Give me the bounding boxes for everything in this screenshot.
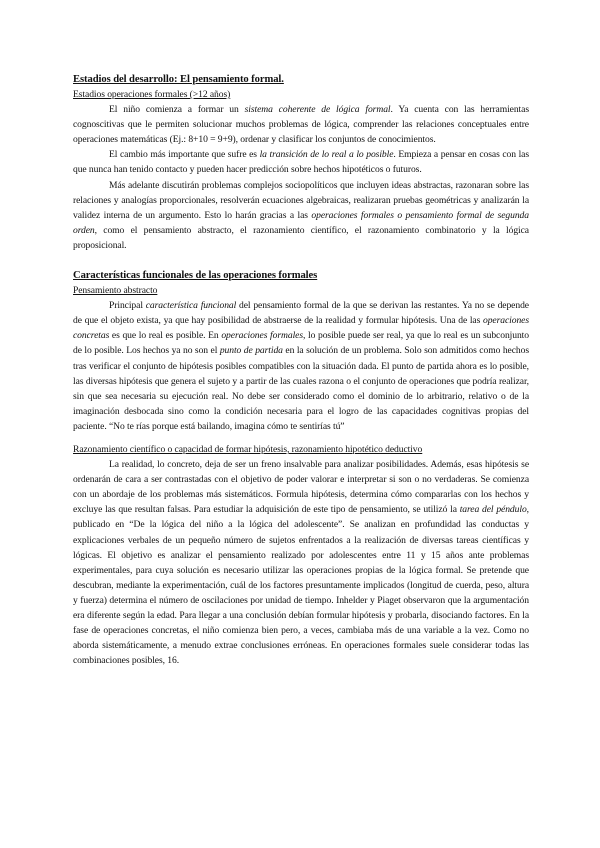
subtitle-formal-operations-stage: Estadios operaciones formales (>12 años) [73, 89, 231, 100]
paragraph-abstract-thought: Principal característica funcional del pensamiento formal de la que se derivan las restantes. Ya no se depende de que el objeto exista, ya que hay posibilidad de abstraerse de la realidad y formular hipótesis. Una de las operaciones concretas es que lo real es posible. En operaciones formales, lo posible puede ser real, ya que lo real es un subconjunto de lo posible. Los hechos ya no son el punto de partida en la solución de un problema. Solo son admitidos como hechos tras verificar el conjunto de hipótesis posibles compatibles con la situación dada. El punto de partida ahora es lo posible, las diversas hipótesis que genera el sujeto y a partir de las cuales razona o el conjunto de operaciones que podría realizar, sin que sea necesaria su ejecución real. No debe ser considerado como el dominio de lo arbitrario, relativo o de la imaginación desbocada sino como la condición necesaria para el logro de las capacidades cognitivas propias del paciente. “No te rías porque está bailando, imagina cómo te sentirías tú” [73, 300, 529, 432]
section-title-formal-thought: Estadios del desarrollo: El pensamiento formal. [73, 74, 284, 85]
section-title-functional-characteristics: Características funcionales de las operaciones formales [73, 270, 318, 282]
paragraph-real-to-possible: El cambio más importante que sufre es la transición de lo real a lo posible. Empieza a pensar en cosas con las que nunca han tenido contacto y pueden hacer predicción sobre hechos hipotéticos o futuros. [73, 149, 529, 176]
subtitle-abstract-thought: Pensamiento abstracto [73, 285, 158, 297]
paragraph-complex-problems: Más adelante discutirán problemas complejos sociopolíticos que incluyen ideas abstractas, razonaran sobre las relaciones y analogías proporcionales, resolverán ecuaciones algebraicas, realizaran pruebas geométricas y analizarán la validez interna de un argumento. Esto lo harán gracias a las operaciones formales o pensamiento formal de segunda orden, como el pensamiento abstracto, el razonamiento científico, el razonamiento combinatorio y la lógica proposicional. [73, 179, 529, 251]
paragraph-scientific-reasoning: La realidad, lo concreto, deja de ser un freno insalvable para analizar posibilidades. Además, esas hipótesis se ordenarán de cara a ser contrastadas con el objetivo de poder valorar e interpretar si son o no verdaderas. Se comienza con un abordaje de los problemas más sistemáticos. Formula hipótesis, determina cómo compararlas con los hechos y excluye las que resultan falsas. Para estudiar la adquisición de este tipo de pensamiento, se utilizó la tarea del péndulo, publicado en “De la lógica del niño a la lógica del adolescente”. Se analizan en profundidad las conductas y explicaciones verbales de un pequeño número de sujetos enfrentados a la realización de diversas tareas científicas y lógicas. El objetivo es analizar el pensamiento realizado por adolescentes entre 11 y 15 años ante problemas experimentales, para cuya solución es necesario utilizar las operaciones propias de la lógica formal. Se pretende que descubran, mediante la experimentación, cuál de los factores presuntamente implicados (longitud de cuerda, peso, altura y fuerza) determina el número de oscilaciones por unidad de tiempo. Inhelder y Piaget observaron que la argumentación era diferente según la edad. Para llegar a una conclusión debían formular hipótesis y probarla, disociando factores. En la fase de operaciones concretas, el niño comienza bien pero, a veces, cambiaba más de una variable a la vez. Como no aborda sistemáticamente, a menudo extrae conclusiones erróneas. En operaciones formales suele considerar todas las combinaciones posibles, 16. [73, 459, 529, 667]
document-page [73, 72, 529, 668]
paragraph-coherent-logic: El niño comienza a formar un sistema coherente de lógica formal. Ya cuenta con las herramientas cognoscitivas que le permiten solucionar muchos problemas de lógica, comprender las relaciones conceptuales entre operaciones matemáticas (Ej.: 8+10 = 9+9), ordenar y clasificar los conjuntos de conocimientos. [73, 104, 529, 146]
subtitle-scientific-reasoning: Razonamiento científico o capacidad de formar hipótesis, razonamiento hipotético deductivo [73, 443, 423, 455]
